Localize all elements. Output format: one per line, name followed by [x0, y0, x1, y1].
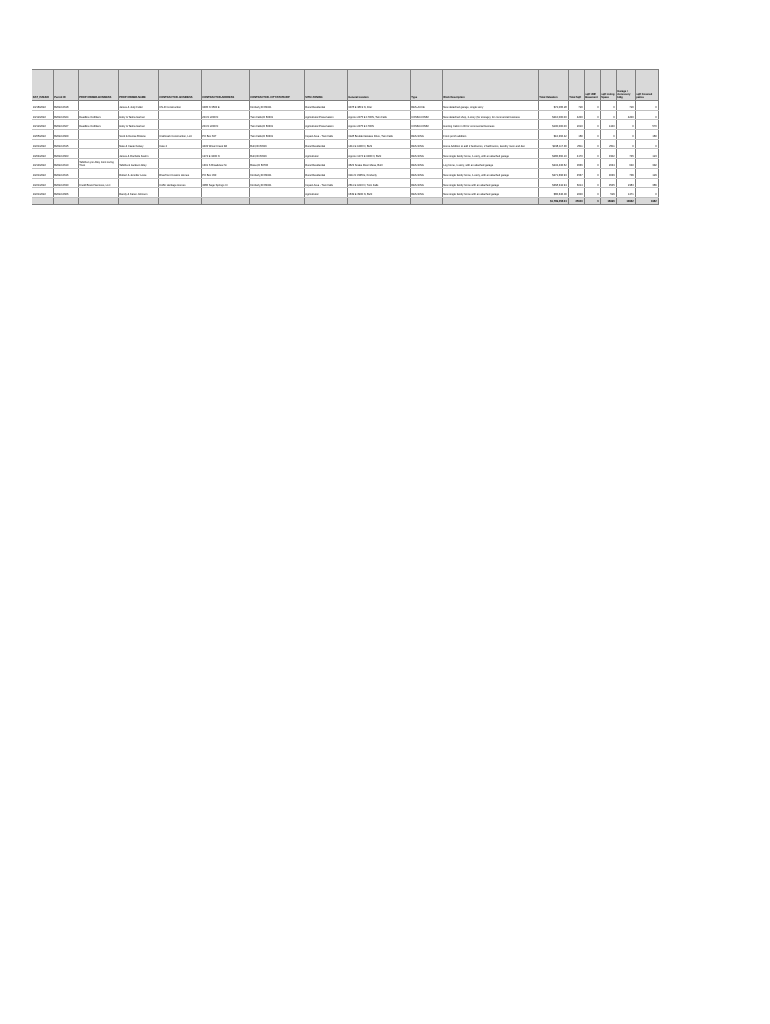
cell-general-location: 4523 Snake River Mesa, Buhl	[347, 159, 410, 169]
cell-owner-business	[78, 149, 118, 159]
cell-garage-accessory: 745	[616, 149, 635, 159]
cell-covered-patios: 0	[635, 188, 658, 198]
covered-patios-sum: 1982	[635, 197, 658, 204]
cell-owner-name: Nate & Caete Kelsey	[118, 139, 158, 149]
cell-total-valuation: $286,660.10	[538, 149, 568, 159]
cell-permit-id: B2022-0627	[53, 120, 78, 130]
cell-owner-business	[78, 168, 118, 178]
totals-spacer	[53, 197, 78, 204]
cell-total-valuation: $10,366.42	[538, 130, 568, 140]
cell-total-sqft: 180	[568, 130, 584, 140]
cell-owner-name: James & Judy Fuller	[118, 101, 158, 111]
table-row	[32, 149, 658, 159]
cell-sqft-living-space: 3545	[600, 178, 616, 188]
cell-covered-patios: 0	[635, 110, 658, 120]
table-row	[32, 120, 658, 130]
cell-sqft-unf-basement: 0	[584, 130, 600, 140]
col-header-work-description: Work Description	[442, 70, 538, 101]
cell-permit-id: B2022-0603	[53, 149, 78, 159]
cell-work-description: New detached garage, single story	[442, 101, 538, 111]
cell-permit-id: B2022-0615	[53, 139, 78, 149]
totals-spacer	[78, 197, 118, 204]
cell-owner-business: Deadline Outfitters	[78, 110, 118, 120]
cell-total-valuation: $198,117.90	[538, 139, 568, 149]
cell-sqft-unf-basement: 0	[584, 159, 600, 169]
cell-covered-patios: 386	[635, 178, 658, 188]
cell-site-zoning: Agricultural Preservation	[304, 110, 347, 120]
cell-total-sqft: 2000	[568, 188, 584, 198]
cell-garage-accessory: 720	[616, 101, 635, 111]
cell-permit-id: B2022-0610	[53, 159, 78, 169]
cell-sqft-unf-basement: 0	[584, 139, 600, 149]
cell-sqft-living-space: 0	[600, 101, 616, 111]
cell-permit-id: B2022-0606	[53, 188, 78, 198]
cell-contractor-city: Kimberly,ID 83341	[249, 178, 304, 188]
col-header-covered-patios: sqft Covered patios	[635, 70, 658, 101]
cell-covered-patios: 180	[635, 130, 658, 140]
cell-contractor-business: Coffin Heritage Homes	[158, 178, 201, 188]
cell-general-location: 1411 E 4400 N, Buhl	[347, 139, 410, 149]
cell-work-description: Home Addition to add 2 bedrooms, 2 bathrooms, laundry room and den	[442, 139, 538, 149]
cell-contractor-address: 4086 Sage Springs Cr	[201, 178, 249, 188]
cell-sqft-unf-basement: 0	[584, 149, 600, 159]
cell-contractor-city: Boise,ID 83706	[249, 159, 304, 169]
col-header-total-valuation: Total Valuation	[538, 70, 568, 101]
cell-total-sqft: 4170	[568, 149, 584, 159]
cell-sqft-unf-basement: 0	[584, 168, 600, 178]
cell-garage-accessory: 640	[616, 159, 635, 169]
cell-total-sqft: 6014	[568, 178, 584, 188]
cell-date-issued: 10/12/2022	[32, 110, 53, 120]
cell-owner-business	[78, 139, 118, 149]
cell-total-sqft: 4200	[568, 110, 584, 120]
cell-sqft-living-space: 3039	[600, 168, 616, 178]
cell-sqft-living-space: 2511	[600, 139, 616, 149]
cell-work-description: New single family home with an attached garage	[442, 188, 538, 198]
col-header-type: Type	[410, 70, 442, 101]
table-row	[32, 159, 658, 169]
cell-total-valuation: $234,436.52	[538, 159, 568, 169]
cell-contractor-business: Cate 4	[158, 139, 201, 149]
cell-contractor-city	[249, 188, 304, 198]
cell-contractor-business	[158, 110, 201, 120]
totals-spacer	[347, 197, 410, 204]
cell-sqft-living-space: 1440	[600, 120, 616, 130]
cell-covered-patios: 129	[635, 168, 658, 178]
cell-general-location: 1549 E 3900 N, Buhl	[347, 188, 410, 198]
cell-type: RES-SING	[410, 149, 442, 159]
table-row	[32, 139, 658, 149]
cell-work-description: New single family home, 1-story, with an attached garage	[442, 149, 538, 159]
col-header-permit-id: Permit ID	[53, 70, 78, 101]
cell-contractor-business	[158, 120, 201, 130]
cell-contractor-business: Craftmark Construction, LLC	[158, 130, 201, 140]
cell-contractor-city: Kimberly,ID 83341	[249, 101, 304, 111]
cell-contractor-address: 1274 E 3400 N	[201, 149, 249, 159]
cell-covered-patios: 392	[635, 159, 658, 169]
cell-date-issued: 10/21/2022	[32, 178, 53, 188]
cell-covered-patios: 0	[635, 139, 658, 149]
cell-contractor-address: PO Box 333	[201, 168, 249, 178]
total-sqft-sum: 25040	[568, 197, 584, 204]
cell-permit-id: B2022-0618	[53, 101, 78, 111]
cell-general-location: Approx 2475 E 1700N, Twin Falls	[347, 110, 410, 120]
cell-garage-accessory: 1471	[616, 188, 635, 198]
cell-contractor-city: Twin Falls,ID 83301	[249, 110, 304, 120]
totals-spacer	[118, 197, 158, 204]
cell-date-issued: 10/05/2022	[32, 130, 53, 140]
cell-garage-accessory: 0	[616, 139, 635, 149]
cell-sqft-living-space: 3302	[600, 149, 616, 159]
cell-general-location: 2511 E 4216 N, Twin Falls	[347, 178, 410, 188]
cell-owner-name: Tabitha & Jackson Alley	[118, 159, 158, 169]
col-header-prop-owner-business: PROP OWNER-BUSINESS	[78, 70, 118, 101]
cell-contractor-city: Kimberly,ID 83341	[249, 168, 304, 178]
living-space-sum: 16996	[600, 197, 616, 204]
cell-site-zoning: Agricultural	[304, 188, 347, 198]
cell-date-issued: 10/21/2022	[32, 139, 53, 149]
cell-type: RES-SING	[410, 139, 442, 149]
cell-type: RES-SING	[410, 188, 442, 198]
cell-total-sqft: 720	[568, 101, 584, 111]
cell-site-zoning: Rural Residential	[304, 159, 347, 169]
totals-spacer	[442, 197, 538, 204]
garage-sum: 10962	[616, 197, 635, 204]
totals-spacer	[410, 197, 442, 204]
cell-work-description: New single family home with an attached garage	[442, 178, 538, 188]
totals-spacer	[304, 197, 347, 204]
cell-garage-accessory: 0	[616, 130, 635, 140]
table-row	[32, 178, 658, 188]
cell-contractor-address: 204 N 2200 N	[201, 120, 249, 130]
cell-total-valuation: $72,095.28	[538, 101, 568, 111]
cell-sqft-unf-basement: 0	[584, 178, 600, 188]
cell-sqft-unf-basement: 0	[584, 101, 600, 111]
cell-contractor-address: PO Box 637	[201, 130, 249, 140]
totals-spacer	[158, 197, 201, 204]
cell-covered-patios: 123	[635, 149, 658, 159]
cell-owner-business: Deadline Outfitters	[78, 120, 118, 130]
cell-covered-patios: 570	[635, 120, 658, 130]
cell-owner-name: Robert & Jennifer Lowe	[118, 168, 158, 178]
cell-contractor-address: 4433 Wrsal Creek Rd	[201, 139, 249, 149]
cell-type: RES-SING	[410, 178, 442, 188]
cell-owner-name: Scott & Denise Bristow	[118, 130, 158, 140]
cell-sqft-living-space: 529	[600, 188, 616, 198]
cell-type: RES-SING	[410, 130, 442, 140]
cell-contractor-city: Twin Falls,ID 83301	[249, 130, 304, 140]
cell-work-description: Log home, 1-story, with an attached garage	[442, 159, 538, 169]
cell-site-zoning: Rural Residential	[304, 101, 347, 111]
cell-site-zoning: Rural Residential	[304, 168, 347, 178]
cell-date-issued: 10/04/2022	[32, 149, 53, 159]
cell-total-sqft: 2010	[568, 120, 584, 130]
cell-general-location: 3111 N 3395 E, Kimberly	[347, 168, 410, 178]
cell-work-description: New detached shop, 2-story (for storage), for commercial business	[442, 110, 538, 120]
cell-owner-name: James & Rochelle Keehn	[118, 149, 158, 159]
cell-owner-business	[78, 101, 118, 111]
cell-sqft-unf-basement: 0	[584, 188, 600, 198]
cell-owner-name: Hoby & Tasha Gartner	[118, 120, 158, 130]
cell-general-location: 3128 Boulder Estates Drive, Twin Falls	[347, 130, 410, 140]
cell-garage-accessory: 2383	[616, 178, 635, 188]
cell-total-valuation: $271,696.93	[538, 168, 568, 178]
cell-total-valuation: $368,342.94	[538, 178, 568, 188]
cell-general-location: Approx 1274 E 3400 N, Buhl	[347, 149, 410, 159]
col-header-sqft-living-space: sqft Living Space	[600, 70, 616, 101]
cell-sqft-unf-basement: 0	[584, 120, 600, 130]
cell-type: RES-SING	[410, 168, 442, 178]
cell-contractor-address	[201, 188, 249, 198]
cell-permit-id: B2022-0609	[53, 130, 78, 140]
cell-contractor-business	[158, 188, 201, 198]
cell-garage-accessory: 799	[616, 168, 635, 178]
cell-contractor-address: 1301 S Broadview St	[201, 159, 249, 169]
cell-contractor-business: CN-R Construction	[158, 101, 201, 111]
col-header-general-location: General location	[347, 70, 410, 101]
cell-date-issued: 10/21/2022	[32, 168, 53, 178]
cell-type: COMM-COMM	[410, 110, 442, 120]
cell-sqft-unf-basement: 0	[584, 110, 600, 120]
table-row	[32, 188, 658, 198]
cell-garage-accessory: 0	[616, 120, 635, 130]
col-header-site-zoning: SITE/ ZONING	[304, 70, 347, 101]
cell-date-issued: 10/12/2022	[32, 120, 53, 130]
col-header-contractor-city: CONTRACTOR- CITY/STATE/ZIP	[249, 70, 304, 101]
cell-owner-name: Randy & Karen Johnson	[118, 188, 158, 198]
cell-total-valuation: $100,000.00	[538, 120, 568, 130]
cell-contractor-city: Buhl,ID 83316	[249, 139, 304, 149]
totals-spacer	[249, 197, 304, 204]
cell-general-location: 3478 E 3819 N, Filer	[347, 101, 410, 111]
cell-owner-name	[118, 178, 158, 188]
table-row	[32, 168, 658, 178]
cell-permit-id: B2022-0616	[53, 168, 78, 178]
cell-work-description: Front porch addition	[442, 130, 538, 140]
cell-site-zoning: Agricultural	[304, 149, 347, 159]
totals-spacer	[32, 197, 53, 204]
table-row	[32, 130, 658, 140]
cell-contractor-city: Buhl,ID 83316	[249, 149, 304, 159]
col-header-date-issued: DAT_ISSUED	[32, 70, 53, 101]
permit-table	[32, 69, 659, 205]
cell-work-description: New single family home, 1-story, with an attached garage	[442, 168, 538, 178]
header-row	[32, 70, 658, 101]
cell-owner-business	[78, 188, 118, 198]
cell-work-description: Hunting Cabin in lift for commercial business	[442, 120, 538, 130]
cell-contractor-address: 204 N 2200 N	[201, 110, 249, 120]
cell-date-issued: 10/21/2022	[32, 188, 53, 198]
cell-site-zoning: Rural Residential	[304, 139, 347, 149]
cell-covered-patios: 0	[635, 101, 658, 111]
unf-basement-sum: 0	[584, 197, 600, 204]
cell-owner-business	[78, 130, 118, 140]
cell-site-zoning: Agricultural Preservation	[304, 120, 347, 130]
cell-sqft-living-space: 0	[600, 130, 616, 140]
cell-date-issued: 10/18/2022	[32, 101, 53, 111]
cell-type: RES-ACCE	[410, 101, 442, 111]
cell-total-valuation: $86,646.00	[538, 188, 568, 198]
cell-type: RES-SING	[410, 159, 442, 169]
cell-garage-accessory: 4200	[616, 110, 635, 120]
cell-total-sqft: 4567	[568, 168, 584, 178]
cell-contractor-business: Riverfront Custom Homes	[158, 168, 201, 178]
cell-site-zoning: Impact Area - Twin Falls	[304, 178, 347, 188]
cell-contractor-business	[158, 149, 201, 159]
cell-general-location: Approx 2475 E 1700N	[347, 120, 410, 130]
cell-permit-id: B2022-0624	[53, 110, 78, 120]
cell-contractor-city: Twin Falls,ID 83301	[249, 120, 304, 130]
cell-owner-name: Hoby & Tasha Gartner	[118, 110, 158, 120]
col-header-garage-accessory: Garage / Accessory bldg	[616, 70, 635, 101]
cell-total-sqft: 3666	[568, 159, 584, 169]
cell-sqft-living-space: 2634	[600, 159, 616, 169]
col-header-contractor-address: CONTRACTOR-ADDRESS	[201, 70, 249, 101]
cell-owner-business: Knold Brand Services, LLC	[78, 178, 118, 188]
cell-type: COMM-COMM	[410, 120, 442, 130]
col-header-prop-owner-name: PROP OWNER-NAME	[118, 70, 158, 101]
col-header-total-sqft: Total Sqft	[568, 70, 584, 101]
totals-spacer	[201, 197, 249, 204]
col-header-contractor-business: CONTRACTOR- BUSINESS	[158, 70, 201, 101]
table-row	[32, 110, 658, 120]
totals-row	[32, 197, 658, 204]
cell-owner-business: Tabitha Lynn Alley Joint Living Trust	[78, 159, 118, 169]
cell-permit-id: B2022-0630	[53, 178, 78, 188]
cell-sqft-living-space: 0	[600, 110, 616, 120]
cell-total-valuation: $210,000.00	[538, 110, 568, 120]
cell-total-sqft: 2511	[568, 139, 584, 149]
cell-contractor-address: 3495 N 3500 E	[201, 101, 249, 111]
cell-contractor-business	[158, 159, 201, 169]
cell-site-zoning: Impact Area - Twin Falls	[304, 130, 347, 140]
table-row	[32, 101, 658, 111]
cell-date-issued: 10/13/2022	[32, 159, 53, 169]
col-header-sqft-unf-basement: sqft UNF Basement	[584, 70, 600, 101]
total-valuation-sum: $1,789,458.04	[538, 197, 568, 204]
